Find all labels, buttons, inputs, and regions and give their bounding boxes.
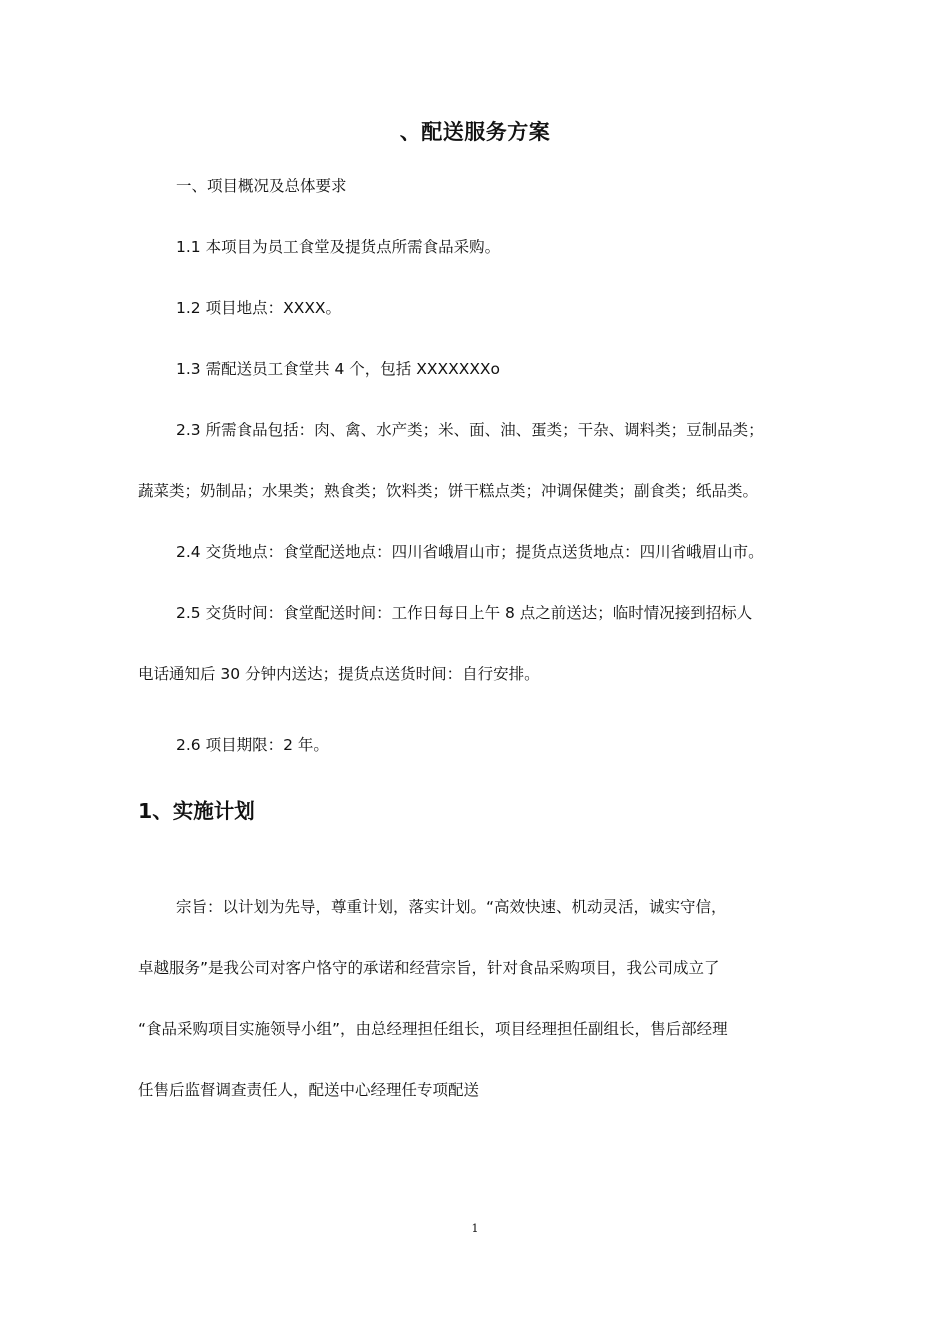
section-heading-implementation-plan: 1、实施计划 (138, 799, 255, 823)
page-number: 1 (471, 1222, 479, 1235)
paragraph-2-3-line-1: 2.3 所需食品包括：肉、禽、水产类；米、面、油、蛋类；干杂、调料类；豆制品类； (176, 421, 764, 439)
paragraph-1-1: 1.1 本项目为员工食堂及提货点所需食品采购。 (176, 238, 501, 256)
paragraph-1-2: 1.2 项目地点：XXXX。 (176, 299, 342, 317)
paragraph-2-3-line-2: 蔬菜类；奶制品；水果类；熟食类；饮料类；饼干糕点类；冲调保健类；副食类；纸品类。 (138, 482, 759, 500)
paragraph-2-5-line-2: 电话通知后 30 分钟内送达；提货点送货时间：自行安排。 (138, 665, 540, 683)
paragraph-2-4: 2.4 交货地点：食堂配送地点：四川省峨眉山市；提货点送货地点：四川省峨眉山市。 (176, 543, 764, 561)
paragraph-2-5-line-1: 2.5 交货时间：食堂配送时间：工作日每日上午 8 点之前送达；临时情况接到招标人 (176, 604, 753, 622)
body-paragraph-line-4: 任售后监督调查责任人，配送中心经理任专项配送 (138, 1081, 480, 1099)
section-intro-heading: 一、项目概况及总体要求 (176, 177, 347, 195)
body-paragraph-line-3: “食品采购项目实施领导小组”，由总经理担任组长，项目经理担任副组长，售后部经理 (138, 1020, 728, 1038)
paragraph-2-6: 2.6 项目期限：2 年。 (176, 736, 329, 754)
paragraph-1-3: 1.3 需配送员工食堂共 4 个，包括 XXXXXXXo (176, 360, 501, 378)
document-title: 、配送服务方案 (399, 120, 551, 144)
body-paragraph-line-1: 宗旨：以计划为先导，尊重计划，落实计划。“高效快速、机动灵活，诚实守信， (176, 898, 727, 916)
body-paragraph-line-2: 卓越服务”是我公司对客户恪守的承诺和经营宗旨，针对食品采购项目，我公司成立了 (138, 959, 720, 977)
